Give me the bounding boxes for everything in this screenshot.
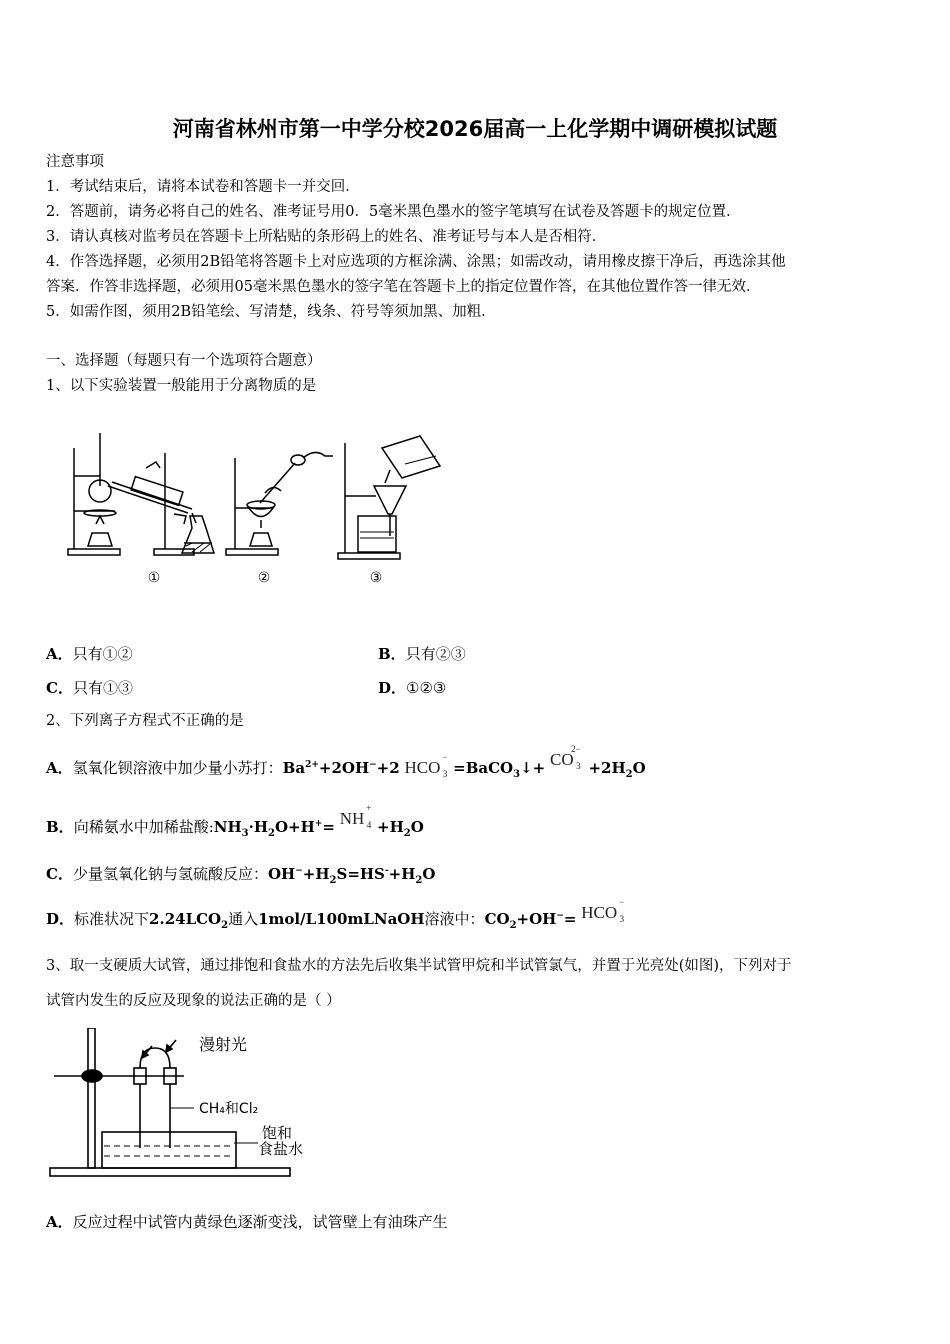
q1-option-b-text: 只有②③ — [405, 645, 466, 663]
q2-option-d-ion-hco3: HCO − 3 — [581, 897, 625, 924]
label-diffuse-light: 漫射光 — [199, 1035, 248, 1054]
q2-stem: 2、下列离子方程式不正确的是 — [46, 713, 244, 729]
q1-option-a[interactable] — [46, 643, 133, 664]
q1-option-b-key: B． — [378, 645, 406, 663]
q3-option-a[interactable] — [46, 1211, 448, 1232]
q2-option-c-eq: $OH^-+H_2S=HS^-+H_2O$ — [267, 865, 436, 886]
q2-option-b-ion-nh4: NH + 4 — [339, 803, 372, 830]
q1-stem: 1、以下实验装置一般能用于分离物质的是 — [46, 378, 317, 394]
trough — [102, 1132, 236, 1168]
label-saturated: 饱和 — [262, 1124, 293, 1142]
label-brine: 食盐水 — [258, 1140, 304, 1158]
q2-option-a-ion-co3: CO 2− 3 — [550, 744, 581, 771]
distillation-apparatus — [68, 433, 214, 555]
q2-option-a-ion-hco3: HCO − 3 — [404, 752, 448, 779]
q1-option-c[interactable] — [46, 677, 133, 698]
q1-option-b[interactable] — [378, 643, 466, 664]
figure-label-3: ③ — [369, 570, 383, 586]
notice-item-2: 2．答题前，请务必将自己的姓名、准考证号用0．5毫米黑色墨水的签字笔填写在试卷及答题卡的规定位置． — [46, 204, 741, 220]
q2-option-a[interactable] — [46, 744, 646, 780]
q2-option-a-eq-3: $+2H_2O$ — [588, 759, 646, 780]
notice-item-3: 3．请认真核对监考员在答题卡上所粘贴的条形码上的姓名、准考证号与本人是否相符． — [46, 229, 607, 245]
q1-option-d[interactable] — [378, 677, 446, 698]
q2-option-a-text: 氢氧化钡溶液中加少量小苏打： — [72, 759, 283, 777]
stand-base — [50, 1168, 290, 1176]
stand-rod — [88, 1028, 95, 1168]
q2-option-d-text: 标准状况下 — [74, 910, 150, 928]
separatory-funnel-setup — [338, 436, 440, 559]
notice-item-5: 5．如需作图，须用2B铅笔绘、写清楚，线条、符号等须加黑、加粗． — [46, 304, 496, 320]
q2-option-b-text: 向稀氨水中加稀盐酸: — [73, 818, 214, 836]
q1-option-c-text: 只有①③ — [72, 679, 133, 697]
q2-option-c[interactable] — [46, 863, 435, 886]
q1-apparatus-figure — [60, 428, 445, 593]
q2-option-c-text: 少量氢氧化钠与氢硫酸反应： — [72, 865, 268, 883]
q1-option-a-key: A． — [46, 645, 73, 663]
q2-option-d[interactable]: D．标准状况下$2.24LCO_2$通入1mol/L100mLNaOH溶液中：$CO_2+OH^-=$ HCO − 3 — [46, 897, 625, 931]
q2-option-b-key: B． — [46, 818, 74, 836]
q2-option-a-key: A． — [46, 759, 73, 777]
section-heading: 一、选择题（每题只有一个选项符合题意） — [46, 353, 322, 369]
q1-option-c-key: C． — [46, 679, 73, 697]
q2-option-b-eq-1: $NH_3\cdot H_2O+H^+=$ — [213, 818, 335, 839]
q2-option-c-key: C． — [46, 865, 73, 883]
q2-option-a-eq-2: =BaCO$_3$↓+ — [453, 759, 546, 780]
q2-option-d-eq: $CO_2+OH^-=$ — [484, 910, 577, 931]
q3-option-a-key: A． — [46, 1213, 73, 1231]
q2-option-b-eq-2: $+H_2O$ — [377, 818, 424, 839]
q2-option-d-sol: 1mol/L100mLNaOH — [258, 910, 425, 928]
notice-item-4: 4．作答选择题，必须用2B铅笔将答题卡上对应选项的方框涂满、涂黑；如需改动，请用橡皮擦干净后，再选涂其他 — [46, 254, 786, 270]
notice-heading: 注意事项 — [46, 154, 104, 170]
q2-option-d-mid: 通入 — [228, 910, 259, 928]
q2-option-d-key: D． — [46, 910, 75, 928]
q3-apparatus-figure — [44, 1028, 344, 1180]
q2-option-d-tail: 溶液中： — [424, 910, 485, 928]
figure-label-1: ① — [147, 570, 161, 586]
q3-stem-line-1: 3、取一支硬质大试管，通过排饱和食盐水的方法先后收集半试管甲烷和半试管氯气，并置于光亮处(如图)，下列对于 — [46, 958, 792, 974]
page-title: 河南省林州市第一中学分校2026届高一上化学期中调研模拟试题 — [172, 117, 778, 141]
notice-item-4-cont: 答案．作答非选择题，必须用05毫米黑色墨水的签字笔在答题卡上的指定位置作答，在其他位置作答一律无效． — [46, 279, 761, 295]
q2-option-a-eq-1: $Ba^{2+}+2OH^-+2$ — [282, 759, 400, 777]
label-gas: CH₄和Cl₂ — [199, 1101, 259, 1117]
filtration-setup — [226, 452, 333, 555]
q2-option-b[interactable] — [46, 803, 424, 839]
q2-option-d-conc: 2.24LCO — [149, 910, 222, 928]
figure-label-2: ② — [257, 570, 271, 586]
q1-option-a-text: 只有①② — [72, 645, 133, 663]
q3-stem-line-2: 试管内发生的反应及现象的说法正确的是（ ） — [46, 993, 341, 1009]
q1-option-d-key: D． — [378, 679, 407, 697]
notice-item-1: 1．考试结束后，请将本试卷和答题卡一并交回． — [46, 179, 360, 195]
q3-option-a-text: 反应过程中试管内黄绿色逐渐变浅，试管壁上有油珠产生 — [72, 1213, 448, 1231]
clamp-knot — [82, 1070, 102, 1082]
q1-option-d-text: ①②③ — [406, 679, 447, 697]
